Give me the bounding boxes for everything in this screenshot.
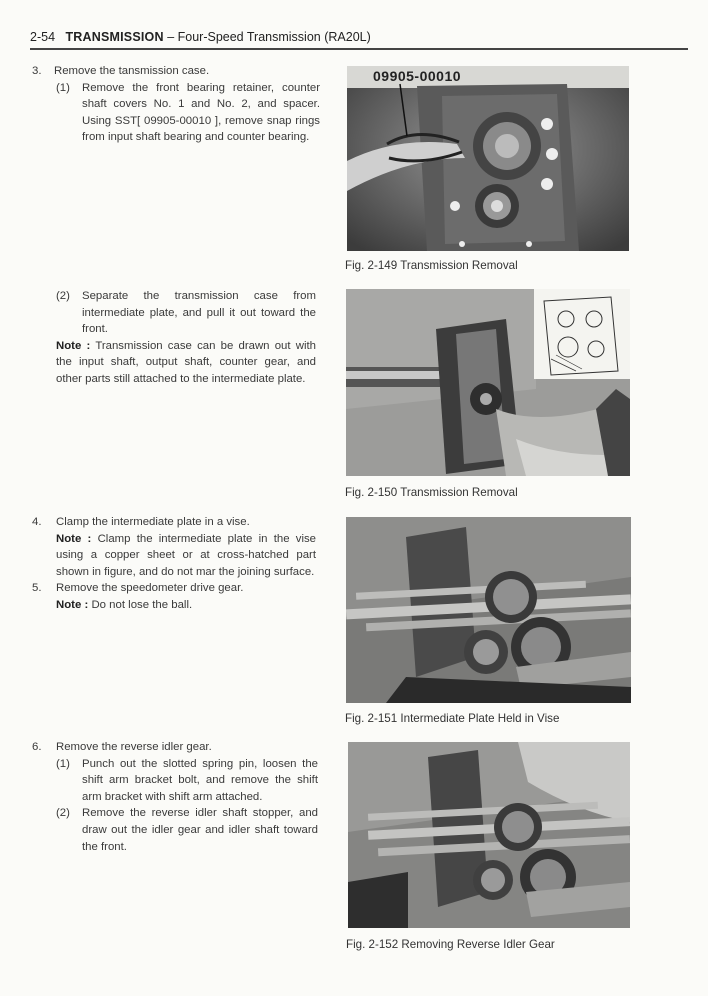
step-number: 3.	[32, 65, 42, 77]
step-6	[32, 739, 318, 855]
page-number: 2-54	[30, 30, 56, 44]
step-3-sub-2	[32, 288, 316, 338]
step-text: Clamp the intermediate plate in a vise.	[56, 516, 250, 528]
step-number: 4.	[32, 516, 42, 528]
step-3-part-2	[32, 288, 316, 388]
figure-2-149-caption: Fig. 2-149 Transmission Removal	[345, 259, 518, 272]
step-number: 5.	[32, 582, 42, 595]
figure-2-151-caption: Fig. 2-151 Intermediate Plate Held in Vise	[345, 712, 560, 725]
sub-number: (1)	[56, 81, 70, 94]
step-3-sub-1	[32, 80, 320, 146]
header-rule	[30, 48, 688, 50]
figure-2-149-photo	[347, 66, 629, 251]
step-6-sub-1	[32, 756, 318, 806]
note-text: Do not lose the ball.	[91, 598, 193, 611]
step-5-note	[32, 597, 316, 614]
figure-2-150-caption: Fig. 2-150 Transmission Removal	[345, 486, 518, 499]
step-text: Remove the tansmission case.	[54, 65, 210, 77]
sub-number: (1)	[56, 757, 70, 770]
note-label: Note :	[56, 339, 91, 352]
sub-text: Separate the transmission case from intermediate plate, and pull it out toward the front.	[82, 290, 316, 336]
sst-tool-label: 09905-00010	[373, 68, 462, 84]
step-text: Remove the speedometer drive gear.	[56, 582, 244, 595]
figure-2-152-photo	[348, 742, 630, 928]
step-6-sub-2	[32, 805, 318, 855]
figure-2-152-caption: Fig. 2-152 Removing Reverse Idler Gear	[346, 938, 555, 951]
step-4-note	[32, 531, 316, 581]
step-3	[32, 63, 320, 146]
note-text: Transmission case can be drawn out with the input shaft, output shaft, counter gear, and other parts still attached to the intermediate plate.	[56, 339, 316, 385]
sub-text: Punch out the slotted spring pin, loosen the shift arm bracket bolt, and remove the shift arm bracket with shift arm attached.	[82, 757, 318, 803]
section-subtitle: Four-Speed Transmission (RA20L)	[177, 30, 371, 44]
step-3-note	[32, 338, 316, 388]
note-label: Note :	[56, 598, 89, 611]
sub-text: Remove the reverse idler shaft stopper, and draw out the idler gear and idler shaft toward the front.	[82, 807, 318, 853]
note-text: Clamp the intermediate plate in the vise using a copper sheet or at cross-hatched part shown in figure, and do not mar the joining surface.	[56, 532, 317, 578]
step-text: Remove the reverse idler gear.	[56, 741, 212, 753]
section-title: TRANSMISSION	[65, 30, 164, 44]
step-5	[32, 580, 316, 597]
sub-number: (2)	[56, 807, 70, 820]
note-label: Note :	[56, 532, 92, 545]
steps-4-5	[32, 514, 316, 614]
figure-2-151-photo	[346, 517, 631, 703]
sub-text: Remove the front bearing retainer, counter shaft covers No. 1 and No. 2, and spacer. Using SST[ 09905-00010 ], remove snap rings from input shaft bearing and counter bearing.	[82, 81, 320, 144]
figure-2-150-photo	[346, 289, 630, 476]
sub-number: (2)	[56, 290, 70, 302]
step-4	[32, 514, 316, 531]
page-header: 2-54 TRANSMISSION – Four-Speed Transmission (RA20L)	[30, 30, 371, 44]
step-number: 6.	[32, 741, 42, 753]
